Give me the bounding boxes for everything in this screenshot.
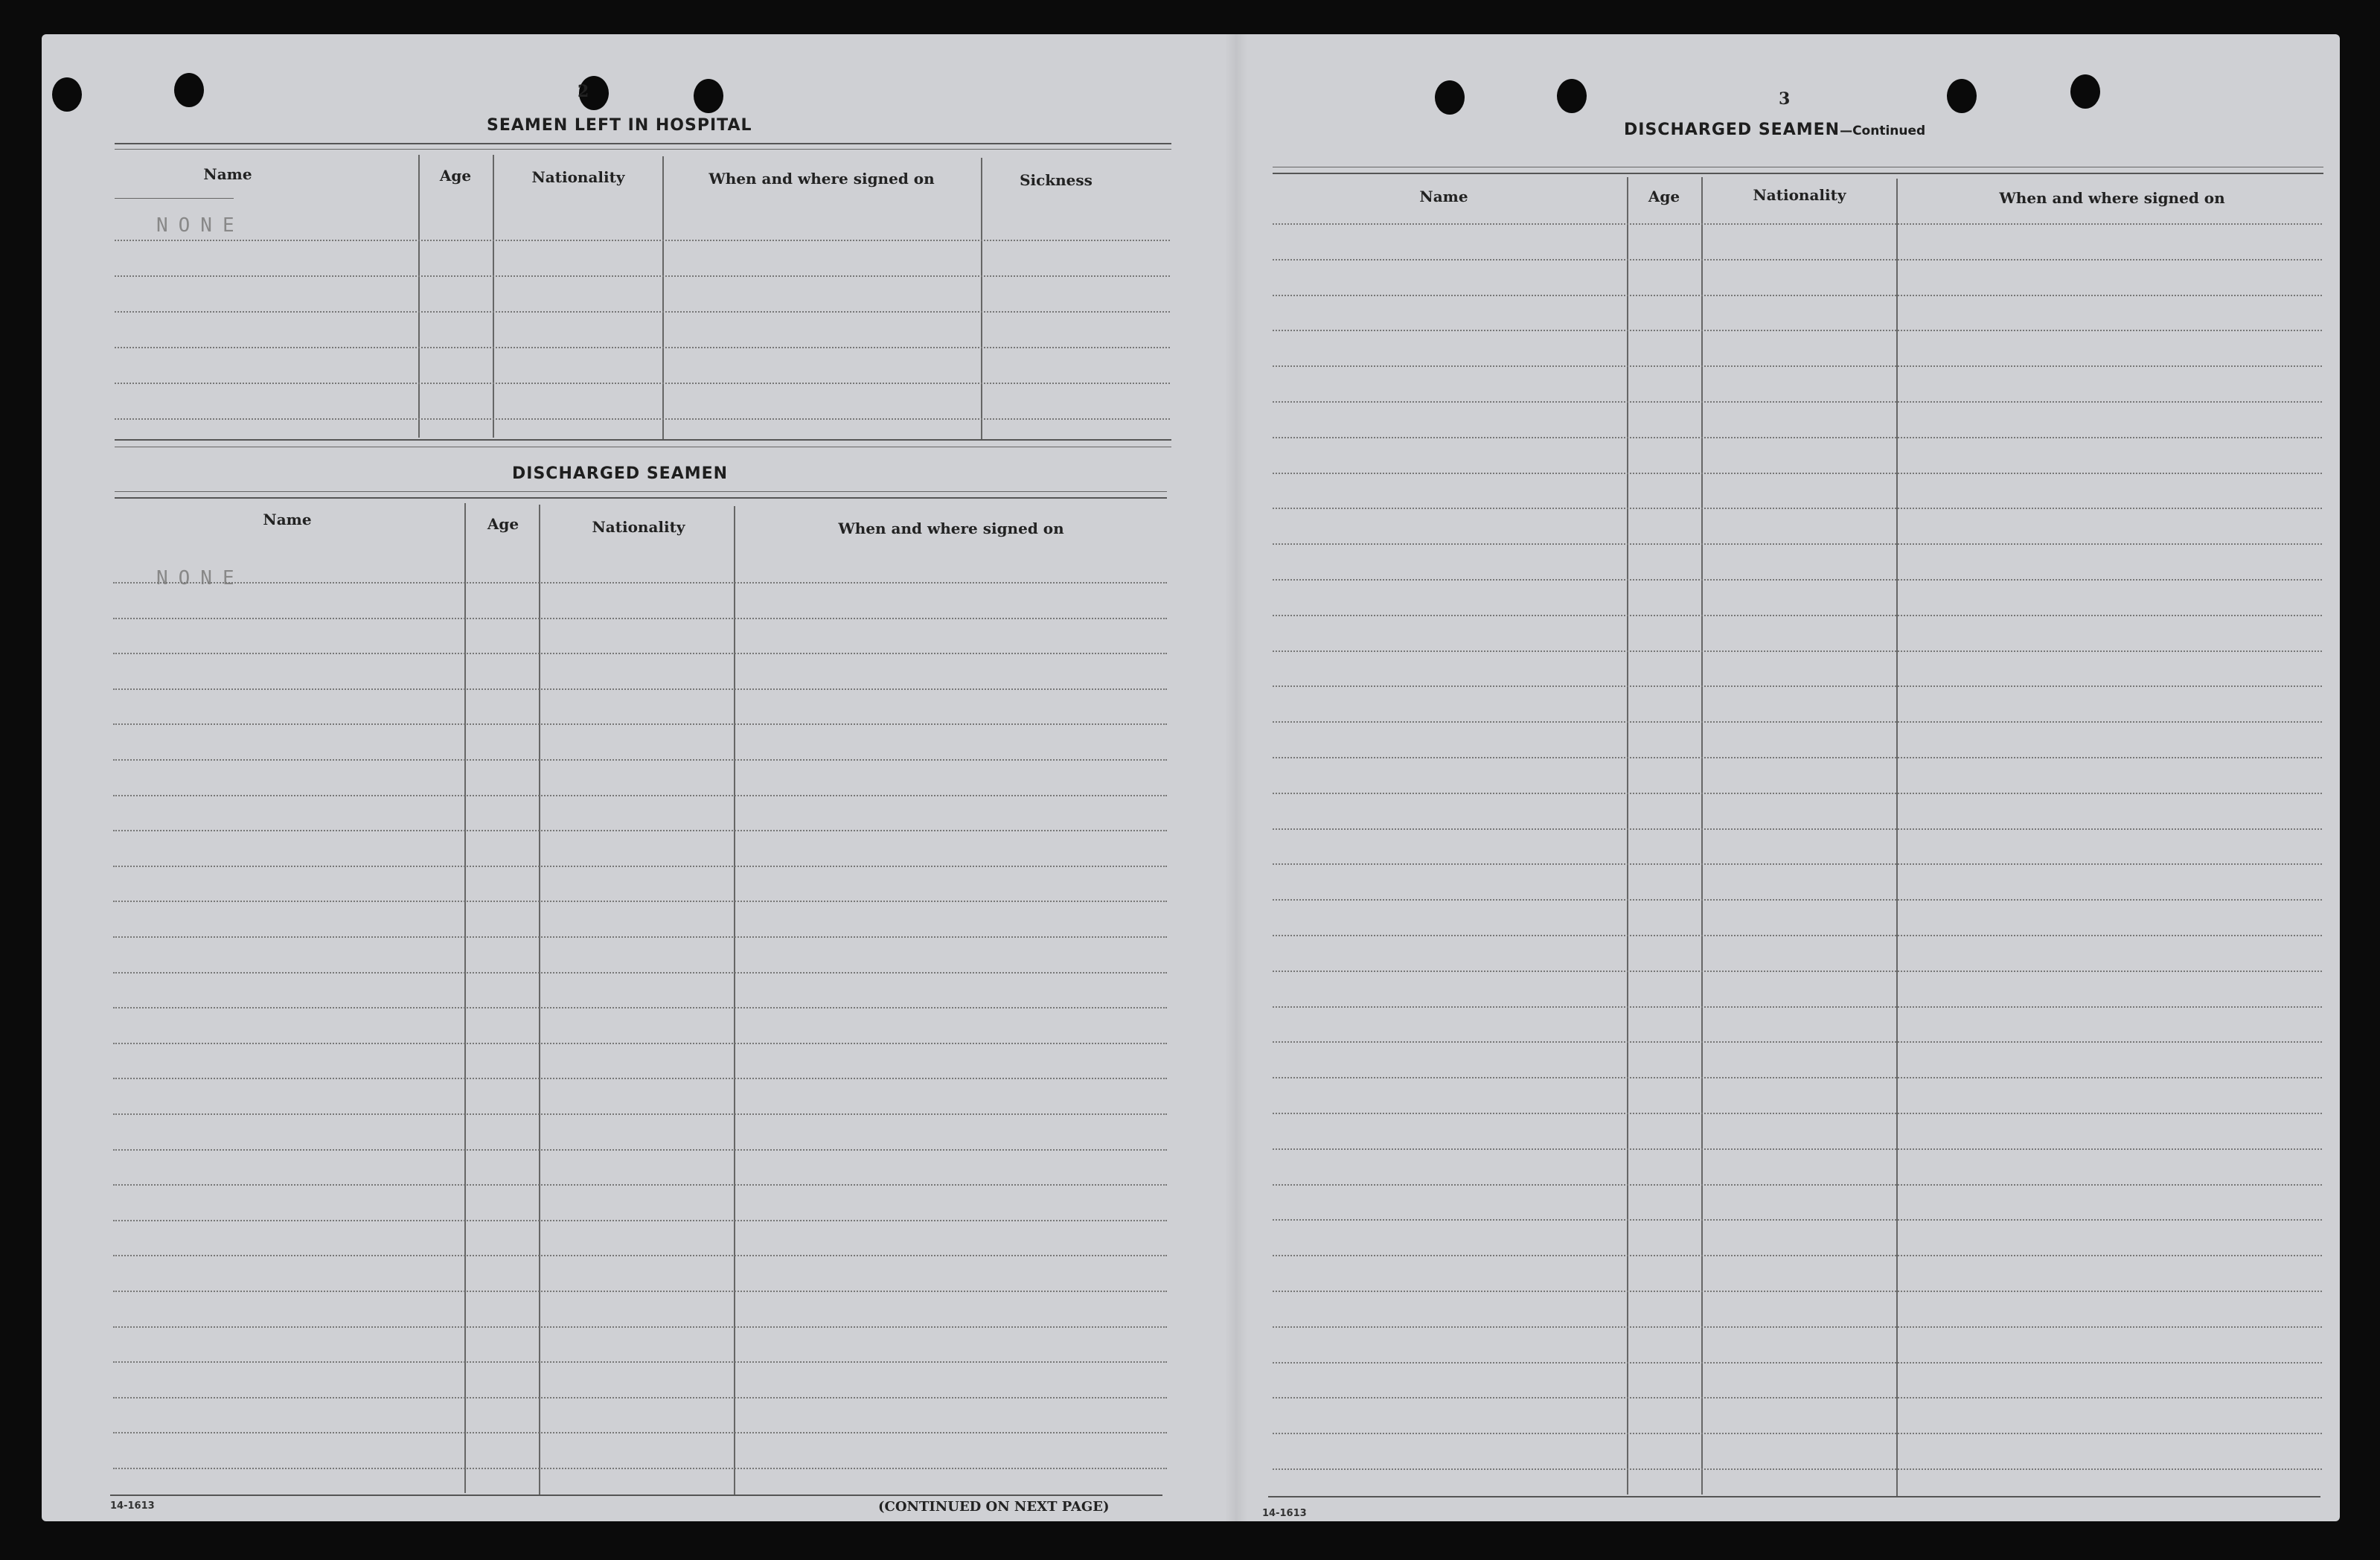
column-divider (1896, 179, 1898, 1496)
row-rule (1273, 757, 2322, 758)
row-rule (115, 275, 1170, 277)
rule (1273, 173, 2323, 174)
row-rule (113, 1361, 1167, 1363)
row-rule (113, 1078, 1167, 1079)
row-rule (1273, 863, 2322, 865)
row-rule (113, 1184, 1167, 1186)
column-divider (662, 156, 664, 439)
row-rule (113, 618, 1167, 619)
hospital-col-nationality: Nationality (531, 168, 625, 186)
punch-hole (694, 79, 723, 113)
header-underline (115, 198, 234, 199)
row-rule (1273, 1362, 2322, 1364)
continued-col-signed-on: When and where signed on (1999, 189, 2225, 207)
row-rule (113, 723, 1167, 725)
punch-hole (1947, 79, 1977, 113)
row-rule (1273, 1326, 2322, 1328)
hospital-col-age: Age (439, 167, 472, 185)
row-rule (113, 936, 1167, 938)
discharged-col-nationality: Nationality (592, 518, 685, 536)
row-rule (1273, 793, 2322, 794)
row-rule (113, 866, 1167, 867)
punch-hole (52, 77, 82, 112)
form-sheet (42, 34, 2340, 1521)
row-rule (1273, 579, 2322, 581)
rule (115, 149, 1171, 150)
column-divider (493, 155, 494, 438)
discharged-entry-none: NONE (156, 567, 245, 589)
row-rule (1273, 615, 2322, 616)
page-fold (1225, 34, 1247, 1521)
punch-hole (1557, 79, 1587, 113)
row-rule (113, 1255, 1167, 1256)
rule (110, 1495, 1162, 1496)
continued-col-nationality: Nationality (1753, 186, 1846, 204)
column-divider (734, 506, 735, 1496)
row-rule (113, 1468, 1167, 1469)
column-divider (1701, 177, 1703, 1495)
page-number-right: 3 (1779, 89, 1791, 109)
row-rule (115, 347, 1170, 348)
row-rule (1273, 828, 2322, 830)
column-divider (981, 158, 982, 441)
row-rule (1273, 259, 2322, 260)
rule (115, 491, 1167, 492)
row-rule (1273, 685, 2322, 687)
continued-title-suffix: —Continued (1840, 124, 1926, 138)
row-rule (1273, 1255, 2322, 1256)
row-rule (113, 582, 1167, 584)
rule (1268, 1496, 2320, 1497)
punch-hole (174, 73, 204, 107)
column-divider (1627, 177, 1628, 1495)
row-rule (1273, 1433, 2322, 1434)
row-rule (1273, 437, 2322, 438)
hospital-col-sickness: Sickness (1020, 171, 1093, 189)
continued-section-title (1624, 121, 1925, 139)
punch-hole (1435, 80, 1465, 115)
hospital-col-name: Name (203, 165, 252, 183)
discharged-col-signed-on: When and where signed on (838, 520, 1064, 537)
row-rule (1273, 899, 2322, 901)
row-rule (115, 383, 1170, 384)
row-rule (115, 311, 1170, 313)
continued-col-age: Age (1648, 188, 1680, 205)
continued-note: (CONTINUED ON NEXT PAGE) (878, 1499, 1110, 1515)
punch-hole (2070, 74, 2100, 109)
row-rule (1273, 330, 2322, 331)
row-rule (113, 1397, 1167, 1398)
row-rule (113, 972, 1167, 974)
row-rule (1273, 473, 2322, 474)
form-number-left: 14-1613 (110, 1500, 155, 1512)
row-rule (1273, 935, 2322, 936)
row-rule (113, 1043, 1167, 1044)
row-rule (113, 653, 1167, 654)
column-divider (418, 155, 420, 438)
hospital-col-signed-on: When and where signed on (708, 170, 935, 188)
row-rule (1273, 1077, 2322, 1078)
row-rule (113, 1291, 1167, 1292)
continued-title-text: DISCHARGED SEAMEN (1624, 121, 1840, 139)
row-rule (113, 1220, 1167, 1221)
row-rule (113, 795, 1167, 796)
row-rule (113, 830, 1167, 831)
row-rule (1273, 543, 2322, 545)
column-divider (464, 503, 466, 1493)
row-rule (1273, 223, 2322, 225)
form-number-right: 14-1613 (1262, 1508, 1307, 1519)
row-rule (113, 1113, 1167, 1115)
row-rule (113, 1149, 1167, 1151)
row-rule (1273, 401, 2322, 403)
rule (115, 439, 1171, 441)
row-rule (1273, 1291, 2322, 1292)
row-rule (113, 688, 1167, 690)
page-number-left: 2 (578, 82, 589, 101)
row-rule (1273, 1468, 2322, 1470)
continued-col-name: Name (1419, 188, 1468, 205)
row-rule (1273, 1041, 2322, 1043)
row-rule (1273, 721, 2322, 723)
row-rule (1273, 971, 2322, 972)
rule (115, 143, 1171, 144)
row-rule (1273, 508, 2322, 509)
row-rule (115, 418, 1170, 420)
hospital-section-title: SEAMEN LEFT IN HOSPITAL (487, 116, 752, 135)
row-rule (1273, 1219, 2322, 1221)
discharged-col-name: Name (263, 511, 312, 528)
row-rule (113, 1432, 1167, 1433)
row-rule (1273, 650, 2322, 652)
row-rule (1273, 1148, 2322, 1150)
row-rule (1273, 365, 2322, 367)
row-rule (1273, 1006, 2322, 1008)
hospital-entry-none: NONE (156, 214, 245, 237)
row-rule (1273, 1184, 2322, 1186)
row-rule (1273, 295, 2322, 296)
row-rule (113, 1007, 1167, 1008)
rule (115, 497, 1167, 499)
discharged-col-age: Age (487, 515, 519, 533)
discharged-section-title: DISCHARGED SEAMEN (512, 464, 729, 483)
row-rule (113, 1326, 1167, 1328)
row-rule (113, 759, 1167, 761)
row-rule (113, 901, 1167, 902)
row-rule (1273, 1397, 2322, 1398)
row-rule (115, 240, 1170, 241)
row-rule (1273, 1113, 2322, 1114)
